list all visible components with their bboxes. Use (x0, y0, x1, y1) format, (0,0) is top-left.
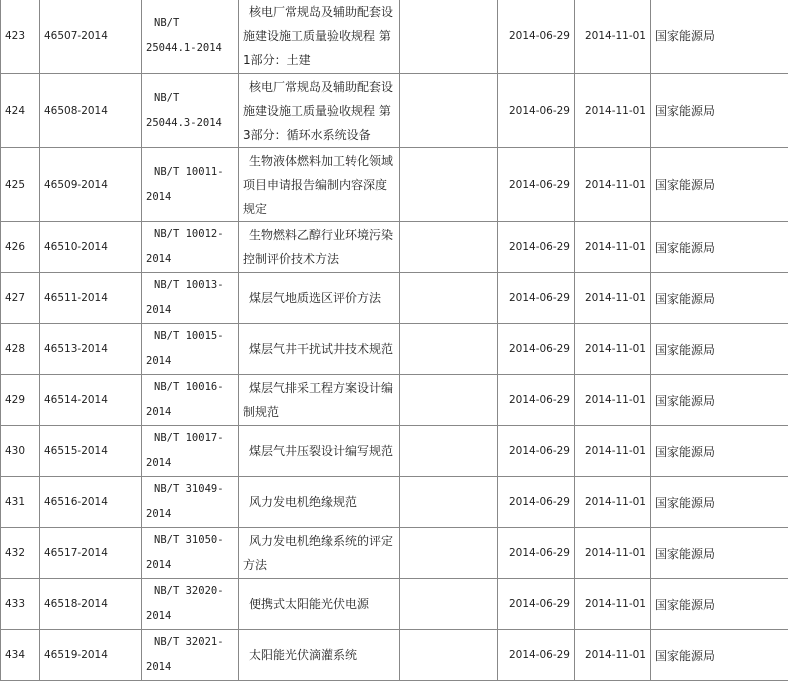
standard-title: 生物燃料乙醇行业环境污染控制评价技术方法 (239, 222, 400, 273)
table-row (1, 426, 788, 477)
table-row (1, 222, 788, 273)
standard-code (142, 528, 239, 579)
issuing-department: 国家能源局 (651, 477, 788, 528)
standard-code (142, 477, 239, 528)
standard-code (142, 74, 239, 148)
implement-date: 2014-11-01 (575, 222, 651, 273)
issuing-department: 国家能源局 (651, 148, 788, 222)
serial-number: 424 (1, 74, 40, 148)
implement-date: 2014-11-01 (575, 74, 651, 148)
registration-number: 46515-2014 (40, 426, 142, 477)
standard-code-text: NB/T 10012-2014 (146, 222, 234, 272)
blank-cell (400, 528, 498, 579)
issuing-department: 国家能源局 (651, 426, 788, 477)
blank-cell (400, 148, 498, 222)
registration-number: 46510-2014 (40, 222, 142, 273)
standard-code (142, 273, 239, 324)
serial-number: 430 (1, 426, 40, 477)
blank-cell (400, 0, 498, 74)
registration-number: 46511-2014 (40, 273, 142, 324)
issuing-department: 国家能源局 (651, 579, 788, 630)
standard-code-text: NB/T 10016-2014 (146, 375, 234, 425)
serial-number: 432 (1, 528, 40, 579)
registration-number: 46507-2014 (40, 0, 142, 74)
standard-title: 煤层气井干扰试井技术规范 (239, 324, 400, 375)
publish-date: 2014-06-29 (498, 148, 575, 222)
implement-date: 2014-11-01 (575, 375, 651, 426)
implement-date: 2014-11-01 (575, 324, 651, 375)
standard-code (142, 630, 239, 681)
table-row (1, 273, 788, 324)
table-row (1, 0, 788, 74)
blank-cell (400, 273, 498, 324)
table-row (1, 579, 788, 630)
standard-title: 核电厂常规岛及辅助配套设施建设施工质量验收规程 第3部分：循环水系统设备 (239, 74, 400, 148)
registration-number: 46514-2014 (40, 375, 142, 426)
standard-title: 煤层气排采工程方案设计编制规范 (239, 375, 400, 426)
serial-number: 426 (1, 222, 40, 273)
standard-code-text: NB/T 10017-2014 (146, 426, 234, 476)
standard-code-text: NB/T 10013-2014 (146, 273, 234, 323)
standard-code-text: NB/T 31049-2014 (146, 477, 234, 527)
serial-number: 429 (1, 375, 40, 426)
blank-cell (400, 477, 498, 528)
publish-date: 2014-06-29 (498, 477, 575, 528)
implement-date: 2014-11-01 (575, 426, 651, 477)
publish-date: 2014-06-29 (498, 324, 575, 375)
implement-date: 2014-11-01 (575, 273, 651, 324)
registration-number: 46509-2014 (40, 148, 142, 222)
blank-cell (400, 375, 498, 426)
standard-code (142, 148, 239, 222)
implement-date: 2014-11-01 (575, 148, 651, 222)
standard-title: 风力发电机绝缘系统的评定方法 (239, 528, 400, 579)
table-row (1, 375, 788, 426)
registration-number: 46517-2014 (40, 528, 142, 579)
publish-date: 2014-06-29 (498, 74, 575, 148)
implement-date: 2014-11-01 (575, 630, 651, 681)
registration-number: 46518-2014 (40, 579, 142, 630)
publish-date: 2014-06-29 (498, 630, 575, 681)
standard-code-text: NB/T 10015-2014 (146, 324, 234, 374)
publish-date: 2014-06-29 (498, 528, 575, 579)
table-row (1, 528, 788, 579)
registration-number: 46519-2014 (40, 630, 142, 681)
issuing-department: 国家能源局 (651, 324, 788, 375)
standard-code (142, 222, 239, 273)
serial-number: 427 (1, 273, 40, 324)
issuing-department: 国家能源局 (651, 528, 788, 579)
publish-date: 2014-06-29 (498, 273, 575, 324)
table-row (1, 477, 788, 528)
standard-title: 核电厂常规岛及辅助配套设施建设施工质量验收规程 第1部分：土建 (239, 0, 400, 74)
standard-code-text: NB/T 32021-2014 (146, 630, 234, 680)
implement-date: 2014-11-01 (575, 528, 651, 579)
issuing-department: 国家能源局 (651, 0, 788, 74)
blank-cell (400, 222, 498, 273)
registration-number: 46516-2014 (40, 477, 142, 528)
standard-title: 太阳能光伏滴灌系统 (239, 630, 400, 681)
issuing-department: 国家能源局 (651, 375, 788, 426)
serial-number: 431 (1, 477, 40, 528)
standard-code-text: NB/T 31050-2014 (146, 528, 234, 578)
publish-date: 2014-06-29 (498, 0, 575, 74)
table-row (1, 324, 788, 375)
publish-date: 2014-06-29 (498, 426, 575, 477)
standard-code (142, 0, 239, 74)
issuing-department: 国家能源局 (651, 74, 788, 148)
blank-cell (400, 579, 498, 630)
standard-title: 风力发电机绝缘规范 (239, 477, 400, 528)
standard-code (142, 579, 239, 630)
implement-date: 2014-11-01 (575, 579, 651, 630)
implement-date: 2014-11-01 (575, 0, 651, 74)
standard-code-text: NB/T 32020-2014 (146, 579, 234, 629)
issuing-department: 国家能源局 (651, 630, 788, 681)
standard-title: 便携式太阳能光伏电源 (239, 579, 400, 630)
serial-number: 428 (1, 324, 40, 375)
table-row (1, 148, 788, 222)
publish-date: 2014-06-29 (498, 579, 575, 630)
serial-number: 423 (1, 0, 40, 74)
standards-table-body (1, 0, 788, 681)
serial-number: 425 (1, 148, 40, 222)
issuing-department: 国家能源局 (651, 222, 788, 273)
issuing-department: 国家能源局 (651, 273, 788, 324)
standard-title: 煤层气地质选区评价方法 (239, 273, 400, 324)
registration-number: 46513-2014 (40, 324, 142, 375)
serial-number: 433 (1, 579, 40, 630)
standard-code-text: NB/T 10011-2014 (146, 160, 234, 210)
blank-cell (400, 74, 498, 148)
standard-code (142, 426, 239, 477)
standard-code (142, 324, 239, 375)
blank-cell (400, 426, 498, 477)
standard-title: 煤层气井压裂设计编写规范 (239, 426, 400, 477)
publish-date: 2014-06-29 (498, 222, 575, 273)
table-row (1, 74, 788, 148)
registration-number: 46508-2014 (40, 74, 142, 148)
standard-title: 生物液体燃料加工转化领域项目申请报告编制内容深度规定 (239, 148, 400, 222)
standard-code-text: NB/T 25044.1-2014 (146, 11, 234, 61)
publish-date: 2014-06-29 (498, 375, 575, 426)
serial-number: 434 (1, 630, 40, 681)
table-row (1, 630, 788, 681)
implement-date: 2014-11-01 (575, 477, 651, 528)
blank-cell (400, 630, 498, 681)
standard-code-text: NB/T 25044.3-2014 (146, 86, 234, 136)
standard-code (142, 375, 239, 426)
blank-cell (400, 324, 498, 375)
